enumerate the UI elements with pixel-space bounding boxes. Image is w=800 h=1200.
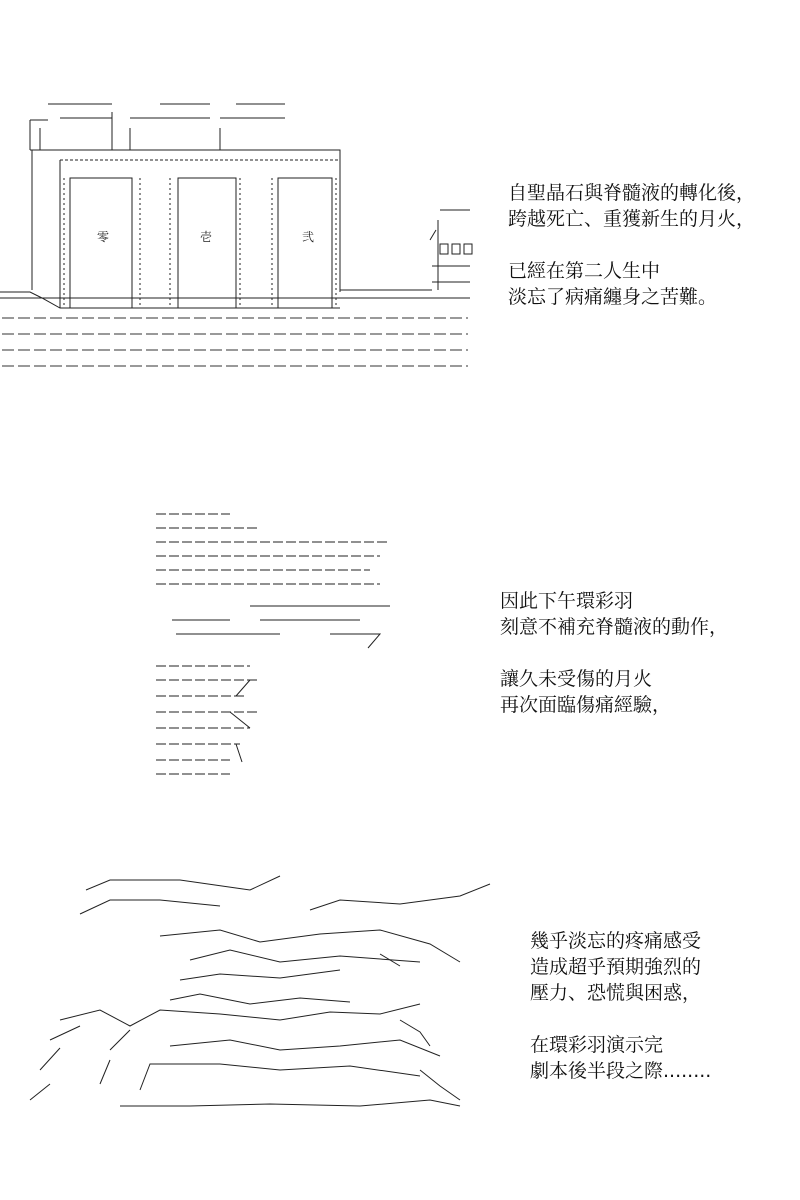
caption-line: 跨越死亡、重獲新生的月火， [508, 208, 756, 230]
panel-3 [0, 800, 800, 1200]
character-ascii-art [150, 500, 410, 780]
caption-line: 淡忘了病痛纏身之苦難。 [508, 286, 718, 308]
caption-line: 已經在第二人生中 [508, 260, 661, 282]
caption-line: 自聖晶石與脊髓液的轉化後， [508, 182, 756, 204]
building-ascii-art [0, 0, 480, 400]
door-label-zero: 零 [97, 230, 110, 244]
caption-line: 在環彩羽演示完 [530, 1034, 664, 1056]
caption-line: 幾乎淡忘的疼痛感受 [530, 930, 702, 952]
caption-line: 再次面臨傷痛經驗， [500, 694, 672, 716]
panel-3-caption [530, 928, 711, 1084]
panel-2 [0, 400, 800, 800]
door-label-one: 壱 [200, 230, 213, 244]
panel-2-caption [500, 588, 728, 718]
caption-line: 讓久未受傷的月火 [500, 668, 653, 690]
caption-line: 造成超乎預期強烈的 [530, 956, 702, 978]
caption-line: 劇本後半段之際........ [530, 1060, 712, 1082]
caption-line: 刻意不補充脊髓液的動作， [500, 616, 729, 638]
caption-line: 因此下午環彩羽 [500, 590, 634, 612]
door-label-two: 弐 [302, 230, 315, 244]
panel-1 [0, 0, 800, 400]
panel-1-caption [508, 180, 755, 310]
collapsed-figure-ascii-art [20, 870, 500, 1110]
caption-line: 壓力、恐慌與困惑， [530, 982, 702, 1004]
